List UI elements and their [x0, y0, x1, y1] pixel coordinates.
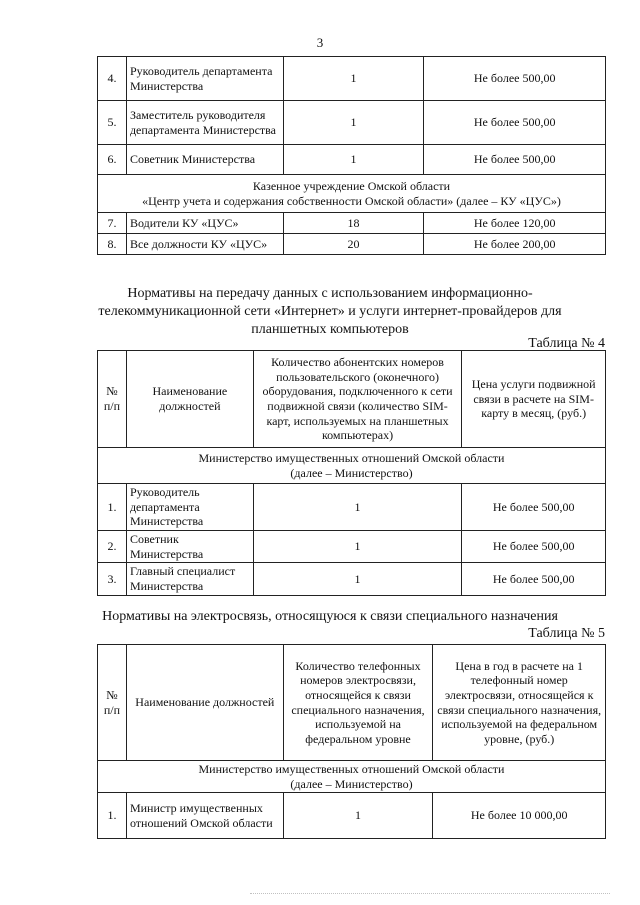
price-cell: Не более 500,00 [462, 531, 606, 563]
section-row [98, 761, 606, 793]
row-number: 5. [98, 101, 127, 145]
position-name: Руководитель департамента Министерства [126, 57, 283, 101]
row-number: 8. [98, 234, 127, 255]
section-title-line: Министерство имущественных отношений Омской области [198, 450, 505, 465]
section-title-line: (далее – Министерство) [290, 465, 413, 480]
header-quantity: Количество абонентских номеров пользовательского (оконечного) оборудования, подключенного к сети подвижной связи (количество SIM-карт, используемых на планшетных компьютерах) [253, 351, 462, 448]
table-header-row [98, 351, 606, 448]
section-row [98, 175, 606, 213]
header-price: Цена в год в расчете на 1 телефонный номер электросвязи, относящейся к связи специального назначения, используемой на федеральном уровне, (руб.) [433, 645, 606, 761]
position-name: Все должности КУ «ЦУС» [126, 234, 283, 255]
price-cell: Не более 500,00 [424, 57, 606, 101]
section-title [98, 761, 606, 793]
row-number: 6. [98, 145, 127, 175]
heading-line: Нормативы на передачу данных с использованием информационно- [127, 286, 533, 301]
position-name: Министр имущественных отношений Омской области [126, 793, 283, 839]
table-4-label: Таблица № 4 [528, 336, 605, 351]
quantity-cell: 1 [283, 57, 424, 101]
price-cell: Не более 500,00 [462, 563, 606, 595]
section-title-line: «Центр учета и содержания собственности Омской области» (далее – КУ «ЦУС») [142, 193, 561, 208]
price-cell: Не более 10 000,00 [433, 793, 606, 839]
row-number: 2. [98, 531, 127, 563]
header-position: Наименование должностей [126, 351, 253, 448]
footer-divider [250, 893, 610, 897]
price-cell: Не более 500,00 [462, 484, 606, 531]
quantity-cell: 1 [283, 793, 433, 839]
header-position: Наименование должностей [126, 645, 283, 761]
section-title-line: Казенное учреждение Омской области [252, 178, 451, 193]
section-title [98, 175, 606, 213]
table-row [98, 145, 606, 175]
row-number: 1. [98, 793, 127, 839]
row-number: 7. [98, 213, 127, 234]
table-header-row [98, 645, 606, 761]
section-title-line: Министерство имущественных отношений Омской области [198, 762, 505, 776]
quantity-cell: 1 [283, 101, 424, 145]
table-5 [97, 644, 606, 839]
table-row [98, 531, 606, 563]
quantity-cell: 1 [253, 563, 462, 595]
quantity-cell: 1 [283, 145, 424, 175]
table-row [98, 484, 606, 531]
header-number: № п/п [98, 351, 127, 448]
quantity-cell: 20 [283, 234, 424, 255]
position-name: Заместитель руководителя департамента Министерства [126, 101, 283, 145]
quantity-cell: 1 [253, 531, 462, 563]
price-cell: Не более 500,00 [424, 101, 606, 145]
table-3-continuation [97, 56, 606, 255]
section-title-line: (далее – Министерство) [290, 776, 413, 791]
heading-line: телекоммуникационной сети «Интернет» и услуги интернет-провайдеров для [98, 304, 562, 320]
table-row [98, 213, 606, 234]
page-number: 3 [316, 35, 324, 50]
row-number: 3. [98, 563, 127, 595]
position-name: Руководитель департамента Министерства [126, 484, 253, 531]
section-row [98, 448, 606, 484]
position-name: Советник Министерства [126, 145, 283, 175]
table-row [98, 101, 606, 145]
price-cell: Не более 120,00 [424, 213, 606, 234]
heading-table-5 [50, 608, 610, 626]
header-quantity: Количество телефонных номеров электросвязи, относящейся к связи специального назначения, используемой на федеральном уровне [283, 645, 433, 761]
price-cell: Не более 200,00 [424, 234, 606, 255]
heading-line: планшетных компьютеров [251, 322, 409, 338]
header-number: № п/п [98, 645, 127, 761]
table-row [98, 793, 606, 839]
position-name: Советник Министерства [126, 531, 253, 563]
quantity-cell: 18 [283, 213, 424, 234]
table-row [98, 563, 606, 595]
position-name: Водители КУ «ЦУС» [126, 213, 283, 234]
quantity-cell: 1 [253, 484, 462, 531]
heading-line: Нормативы на электросвязь, относящуюся к связи специального назначения [102, 609, 558, 624]
position-name: Главный специалист Министерства [126, 563, 253, 595]
heading-table-4 [60, 285, 600, 340]
price-cell: Не более 500,00 [424, 145, 606, 175]
header-price: Цена услуги подвижной связи в расчете на SIM-карту в месяц, (руб.) [462, 351, 606, 448]
table-4 [97, 350, 606, 596]
row-number: 1. [98, 484, 127, 531]
section-title [98, 448, 606, 484]
table-5-label: Таблица № 5 [528, 626, 605, 641]
table-row [98, 57, 606, 101]
table-row [98, 234, 606, 255]
row-number: 4. [98, 57, 127, 101]
